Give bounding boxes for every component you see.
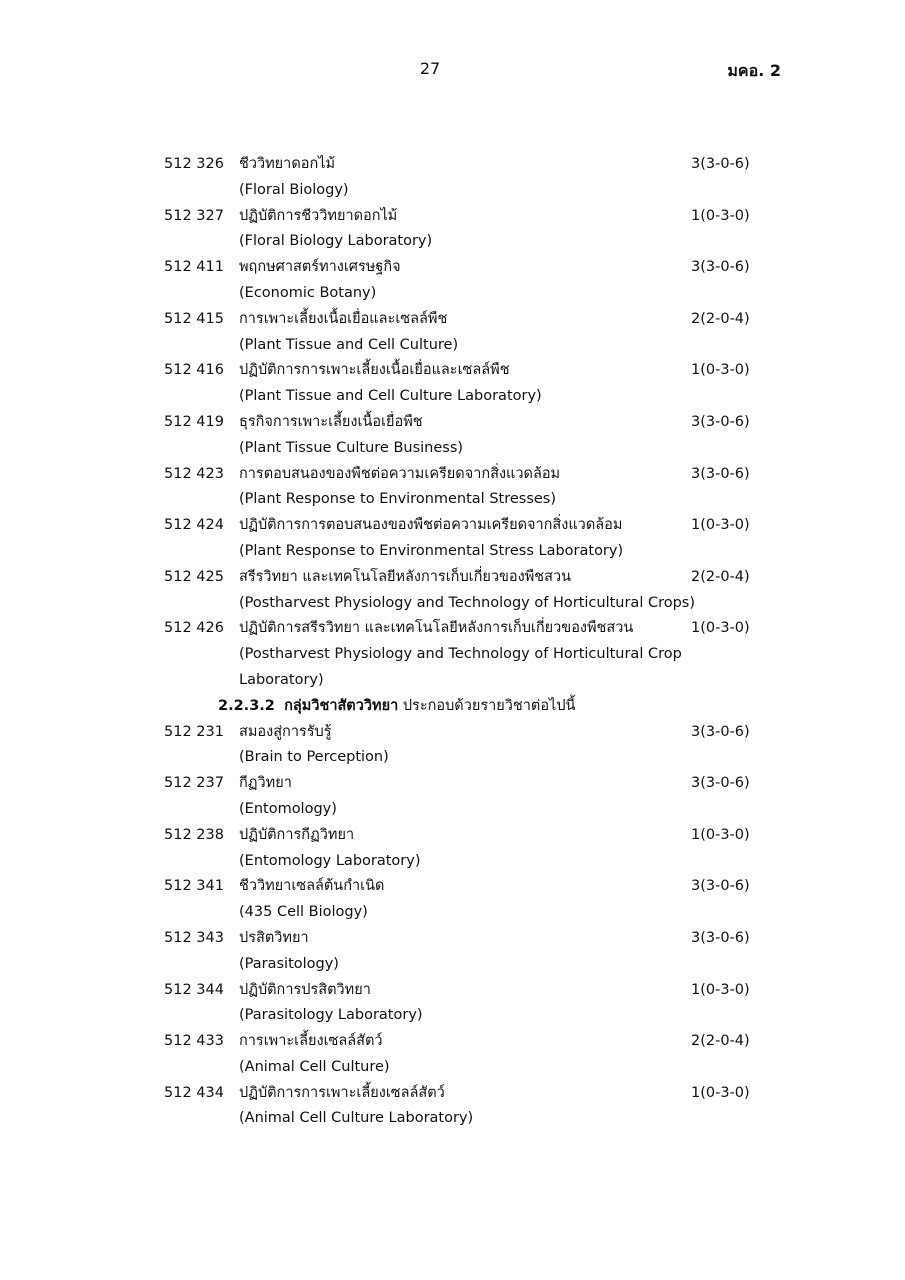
course-title-en: (Floral Biology) xyxy=(239,181,349,198)
course-credit: 3(3-0-6) xyxy=(691,878,750,895)
course-code: 512 231 xyxy=(164,723,224,740)
course-row xyxy=(0,616,905,642)
course-credit: 1(0-3-0) xyxy=(691,1084,750,1101)
course-code: 512 344 xyxy=(164,981,224,998)
course-row xyxy=(0,204,905,230)
course-title-en-row xyxy=(0,436,905,462)
course-title-en-row xyxy=(0,229,905,255)
course-title-en: (Postharvest Physiology and Technology of Horticultural Crop xyxy=(239,646,682,663)
course-title-en: (Brain to Perception) xyxy=(239,749,389,766)
course-title-en-row xyxy=(0,745,905,771)
course-title-th: สมองสู่การรับรู้ xyxy=(239,723,332,740)
course-title-en-row xyxy=(0,1055,905,1081)
course-title-en-row xyxy=(0,952,905,978)
course-title-th: ปฏิบัติการสรีรวิทยา และเทคโนโลยีหลังการเก็บเกี่ยวของพืชสวน xyxy=(239,620,634,637)
course-credit: 2(2-0-4) xyxy=(691,568,750,585)
course-title-en-row xyxy=(0,591,905,617)
course-code: 512 415 xyxy=(164,310,224,327)
course-code: 512 238 xyxy=(164,826,224,843)
course-credit: 3(3-0-6) xyxy=(691,465,750,482)
course-title-en-row xyxy=(0,487,905,513)
course-title-en-row xyxy=(0,668,905,694)
course-title-th: พฤกษศาสตร์ทางเศรษฐกิจ xyxy=(239,259,401,276)
course-code: 512 326 xyxy=(164,156,224,172)
course-credit: 1(0-3-0) xyxy=(691,981,750,998)
course-title-th: ธุรกิจการเพาะเลี้ยงเนื้อเยื่อพืช xyxy=(239,413,423,430)
course-row xyxy=(0,1029,905,1055)
course-title-en-row xyxy=(0,333,905,359)
course-title-en: (435 Cell Biology) xyxy=(239,904,368,921)
subsection-heading xyxy=(0,694,905,720)
course-credit: 1(0-3-0) xyxy=(691,517,750,534)
course-title-th: ปฏิบัติการชีววิทยาดอกไม้ xyxy=(239,207,398,224)
course-title-en: (Plant Response to Environmental Stress Laboratory) xyxy=(239,542,624,559)
course-code: 512 416 xyxy=(164,362,224,379)
course-code: 512 434 xyxy=(164,1084,224,1101)
course-code: 512 343 xyxy=(164,929,224,946)
course-title-en-row xyxy=(0,642,905,668)
course-code: 512 237 xyxy=(164,775,224,792)
course-title-th: ปฏิบัติการกีฏวิทยา xyxy=(239,826,355,843)
course-list xyxy=(0,152,905,1132)
course-title-th: ปฏิบัติการปรสิตวิทยา xyxy=(239,981,371,998)
course-title-th: ปรสิตวิทยา xyxy=(239,929,309,946)
course-title-en: (Economic Botany) xyxy=(239,284,377,301)
course-row xyxy=(0,307,905,333)
course-credit: 3(3-0-6) xyxy=(691,723,750,740)
course-title-en: (Entomology Laboratory) xyxy=(239,852,421,869)
course-row xyxy=(0,358,905,384)
course-title-en-continued: Laboratory) xyxy=(239,671,324,688)
course-title-en-row xyxy=(0,384,905,410)
course-row xyxy=(0,152,905,178)
course-row xyxy=(0,462,905,488)
course-code: 512 411 xyxy=(164,259,224,276)
course-title-en-row xyxy=(0,849,905,875)
course-row xyxy=(0,978,905,1004)
course-code: 512 426 xyxy=(164,620,224,637)
course-title-th: กีฏวิทยา xyxy=(239,775,292,792)
course-row xyxy=(0,1081,905,1107)
course-row xyxy=(0,771,905,797)
course-row xyxy=(0,513,905,539)
form-label: มคอ. 2 xyxy=(727,61,781,80)
course-title-th: การเพาะเลี้ยงเนื้อเยื่อและเซลล์พืช xyxy=(239,310,448,327)
course-title-en: (Parasitology Laboratory) xyxy=(239,1007,423,1024)
course-code: 512 425 xyxy=(164,568,224,585)
course-title-th: การเพาะเลี้ยงเซลล์สัตว์ xyxy=(239,1033,383,1050)
course-title-en-row xyxy=(0,900,905,926)
course-title-th: ชีววิทยาเซลล์ต้นกำเนิด xyxy=(239,878,385,895)
course-title-en: (Animal Cell Culture Laboratory) xyxy=(239,1110,474,1127)
course-title-th: ปฏิบัติการการตอบสนองของพืชต่อความเครียดจากสิ่งแวดล้อม xyxy=(239,517,623,534)
course-code: 512 433 xyxy=(164,1033,224,1050)
course-title-en-row xyxy=(0,1003,905,1029)
course-title-th: ปฏิบัติการการเพาะเลี้ยงเนื้อเยื่อและเซลล์พืช xyxy=(239,362,510,379)
course-credit: 3(3-0-6) xyxy=(691,413,750,430)
course-code: 512 341 xyxy=(164,878,224,895)
course-row xyxy=(0,255,905,281)
course-title-en: (Animal Cell Culture) xyxy=(239,1058,390,1075)
course-credit: 1(0-3-0) xyxy=(691,620,750,637)
course-title-en-row xyxy=(0,539,905,565)
course-title-en-row xyxy=(0,797,905,823)
course-title-en: (Plant Response to Environmental Stresses) xyxy=(239,491,557,508)
course-code: 512 419 xyxy=(164,413,224,430)
course-row xyxy=(0,926,905,952)
course-code: 512 327 xyxy=(164,207,224,224)
course-title-en-row xyxy=(0,281,905,307)
course-row xyxy=(0,565,905,591)
course-title-th: สรีรวิทยา และเทคโนโลยีหลังการเก็บเกี่ยวของพืชสวน xyxy=(239,568,572,585)
course-title-en: (Plant Tissue and Cell Culture) xyxy=(239,336,459,353)
course-title-en: (Floral Biology Laboratory) xyxy=(239,233,433,250)
course-credit: 3(3-0-6) xyxy=(691,929,750,946)
course-credit: 1(0-3-0) xyxy=(691,826,750,843)
course-credit: 2(2-0-4) xyxy=(691,1033,750,1050)
course-title-en: (Entomology) xyxy=(239,800,337,817)
course-title-en: (Plant Tissue and Cell Culture Laboratory) xyxy=(239,388,542,405)
page-number: 27 xyxy=(419,59,441,78)
course-credit: 1(0-3-0) xyxy=(691,362,750,379)
course-title-en-row xyxy=(0,178,905,204)
subsection-number: 2.2.3.2 xyxy=(218,697,275,714)
course-code: 512 423 xyxy=(164,465,224,482)
course-credit: 1(0-3-0) xyxy=(691,207,750,224)
course-credit: 2(2-0-4) xyxy=(691,310,750,327)
course-title-en: (Parasitology) xyxy=(239,955,339,972)
course-title-en: (Plant Tissue Culture Business) xyxy=(239,439,464,456)
course-credit: 3(3-0-6) xyxy=(691,156,750,172)
course-row xyxy=(0,720,905,746)
course-title-th: การตอบสนองของพืชต่อความเครียดจากสิ่งแวดล้อม xyxy=(239,465,561,482)
course-row xyxy=(0,874,905,900)
course-credit: 3(3-0-6) xyxy=(691,259,750,276)
subsection-name: กลุ่มวิชาสัตววิทยา xyxy=(284,697,399,714)
course-credit: 3(3-0-6) xyxy=(691,775,750,792)
course-row xyxy=(0,823,905,849)
course-title-th: ปฏิบัติการการเพาะเลี้ยงเซลล์สัตว์ xyxy=(239,1084,445,1101)
course-title-th: ชีววิทยาดอกไม้ xyxy=(239,156,336,172)
course-title-en-row xyxy=(0,1106,905,1132)
course-row xyxy=(0,410,905,436)
subsection-suffix: ประกอบด้วยรายวิชาต่อไปนี้ xyxy=(402,697,576,714)
course-title-en: (Postharvest Physiology and Technology of Horticultural Crops) xyxy=(239,594,696,611)
course-code: 512 424 xyxy=(164,517,224,534)
